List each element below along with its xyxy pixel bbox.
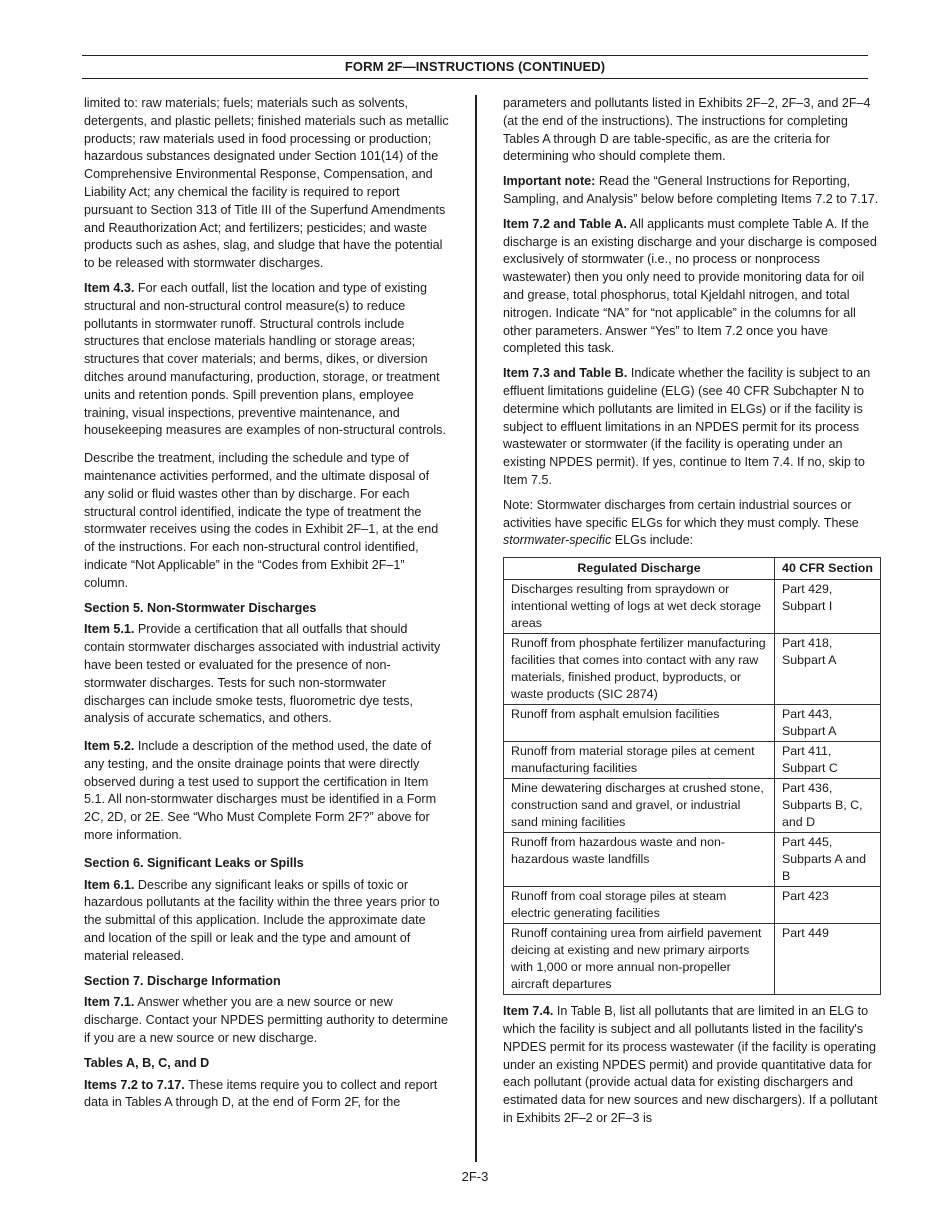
regulated-discharge-cell: Runoff from phosphate fertilizer manufacturing facilities that comes into contact with any raw materials, finished product, byproducts, or waste products (SIC 2874) [504,634,775,705]
items-7-2-to-7-17-text: These items require you to collect and report data in Tables A through D, at the end of Form 2F, for the [84,1077,438,1110]
column-header-cfr-section: 40 CFR Section [775,558,881,580]
elg-table-body [504,580,881,995]
note-text-pre: Note: Stormwater discharges from certain industrial sources or activities have specific ELGs for which they must comply. These [503,497,859,530]
regulated-discharge-cell: Discharges resulting from spraydown or intentional wetting of logs at wet deck storage areas [504,580,775,634]
item-5-1-text: Provide a certification that all outfalls that should contain stormwater discharges associated with industrial activity have been tested or evaluated for the presence of non-stormwater discharges. Tests for such non-stormwater discharges can include smoke tests, fluorometric dye tests, analysis of accurate schematics, and others. [84,622,441,726]
paragraph-describe-treatment: Describe the treatment, including the schedule and type of maintenance activities performed, and the ultimate disposal of any solid or fluid wastes other than by discharge. For each structural control identified, indicate the type of treatment the stormwater receives using the codes in Exhibit 2F–1, at the end of the instructions. For each non-structural control identified, indicate “Not Applicable” in the “Codes from Exhibit 2F–1” column. [84,451,439,590]
important-note-label: Important note: [503,174,596,189]
item-5-2-label: Item 5.2. [84,739,135,754]
item-7-2-text: All applicants must complete Table A. If the discharge is an existing discharge and your discharge is composed exclusively of stormwater (i.e., no process or nonprocess wastewater) then you only need to provide monitoring data for oil and grease, total phosphorus, total Kjeldahl nitrogen, and total nitrogen. Indicate “NA” for “not applicable” in the columns for all other parameters. Answer “Yes” to Item 7.2 once you have completed this task. [503,216,877,356]
item-7-1-text: Answer whether you are a new source or new discharge. Contact your NPDES permitting authority to determine if you are a new source or new discharge. [84,995,448,1046]
cfr-section-cell: Part 411, Subpart C [775,742,881,779]
items-7-2-to-7-17 [84,1077,450,1113]
left-column [84,95,450,1119]
table-row [504,580,881,634]
right-column [503,95,883,1135]
note-text-italic: stormwater-specific [503,533,612,548]
regulated-discharge-cell: Runoff from material storage piles at cement manufacturing facilities [504,742,775,779]
item-6-1-text: Describe any significant leaks or spills of toxic or hazardous pollutants at the facility within the three years prior to the submittal of this application. Include the approximate date and location of the spill or leak and the type and amount of material released. [84,877,440,963]
item-7-4-text: In Table B, list all pollutants that are limited in an ELG to which the facility is subject and all pollutants listed in the facility's NPDES permit for its process wastewater (if the facility is operating under an existing NPDES permit) and provide quantitative data for each pollutant (provide actual data for existing dischargers and estimated data for new sources and new dischargers). If a pollutant in Exhibits 2F–2 or 2F–3 is [503,1004,878,1125]
item-7-1-label: Item 7.1. [84,995,135,1010]
item-7-2 [503,216,883,358]
cfr-section-cell: Part 418, Subpart A [775,634,881,705]
elg-table [503,557,881,995]
form-header [82,55,868,79]
table-row [504,742,881,779]
items-7-2-to-7-17-label: Items 7.2 to 7.17. [84,1077,185,1092]
item-4-3 [84,280,450,440]
important-note-text: Read the “General Instructions for Reporting, Sampling, and Analysis” below before completing Items 7.2 to 7.17. [503,174,879,206]
regulated-discharge-cell: Runoff from coal storage piles at steam electric generating facilities [504,887,775,924]
item-7-4 [503,1003,883,1128]
item-7-3-text: Indicate whether the facility is subject to an effluent limitations guideline (ELG) (see 40 CFR Subchapter N to determine which pollutants are limited in ELGs) or if the facility is subject to effluent limitations in an NPDES permit for its process wastewater or stormwater (if the facility is operating under an existing NPDES permit). If yes, continue to Item 7.4. If no, skip to Item 7.5. [503,366,871,487]
cfr-section-cell: Part 436, Subparts B, C, and D [775,779,881,833]
cfr-section-cell: Part 423 [775,887,881,924]
regulated-discharge-cell: Runoff containing urea from airfield pavement deicing at existing and new primary airports with 1,000 or more annual non-propeller aircraft departures [504,924,775,995]
item-4-3-label: Item 4.3. [84,280,135,295]
note-text-post: ELGs include: [611,533,694,548]
item-5-2 [84,738,450,845]
cfr-section-cell: Part 429, Subpart I [775,580,881,634]
tables-heading: Tables A, B, C, and D [84,1055,210,1070]
item-4-3-text: For each outfall, list the location and type of existing structural and non-structural control measure(s) to reduce pollutants in stormwater runoff. Structural controls include structures that enclose materials handling or storage areas; structures that cover materials; and berms, dikes, or diversion ditches around manufacturing, production, storage, or treatment units and retention ponds. Spill prevention plans, employee training, visual inspections, preventive maintenance, and housekeeping measures are examples of non-structural controls. [84,280,446,438]
cfr-section-cell: Part 445, Subparts A and B [775,833,881,887]
item-5-1 [84,621,450,728]
item-7-2-label: Item 7.2 and Table A. [503,216,627,231]
item-7-3-label: Item 7.3 and Table B. [503,366,628,381]
regulated-discharge-cell: Runoff from hazardous waste and non-hazardous waste landfills [504,833,775,887]
column-divider [475,95,477,1162]
item-6-1 [84,877,450,966]
item-5-1-label: Item 5.1. [84,622,135,637]
section-7-heading: Section 7. Discharge Information [84,973,281,988]
note-stormwater-elgs [503,497,883,550]
column-header-regulated-discharge: Regulated Discharge [504,558,775,580]
item-7-1 [84,994,450,1047]
table-row [504,887,881,924]
page-number: 2F-3 [461,1169,489,1184]
section-6-heading: Section 6. Significant Leaks or Spills [84,855,304,870]
paragraph-materials: limited to: raw materials; fuels; materials such as solvents, detergents, and plastic pellets; finished materials such as metallic products; raw materials used in food processing or production; hazardous substances designated under Section 101(14) of the Comprehensive Environmental Response, Compensation, and Liability Act; any chemical the facility is required to report pursuant to Section 313 of Title III of the Superfund Amendments and Reauthorization Act; and fertilizers; pesticides; and waste products such as ashes, slag, and sludge that have the potential to be released with stormwater discharges. [84,96,449,271]
table-header-row [504,558,881,580]
item-7-4-label: Item 7.4. [503,1004,554,1019]
important-note [503,173,883,209]
cfr-section-cell: Part 449 [775,924,881,995]
table-row [504,634,881,705]
paragraph-parameters: parameters and pollutants listed in Exhibits 2F–2, 2F–3, and 2F–4 (at the end of the instructions). The instructions for completing Tables A through D are table-specific, as are the criteria for determining who should complete them. [503,96,871,164]
item-7-3 [503,365,883,490]
header-title: FORM 2F—INSTRUCTIONS (CONTINUED) [344,59,606,74]
table-row [504,833,881,887]
item-5-2-text: Include a description of the method used, the date of any testing, and the onsite drainage points that were directly observed during a test used to support the certification in Item 5.1. All non-stormwater discharges must be identified in a Form 2C, 2D, or 2E. See “Who Must Complete Form 2F?” above for more information. [84,739,437,843]
section-5-heading: Section 5. Non-Stormwater Discharges [84,600,317,615]
table-row [504,705,881,742]
regulated-discharge-cell: Mine dewatering discharges at crushed stone, construction sand and gravel, or industrial sand mining facilities [504,779,775,833]
regulated-discharge-cell: Runoff from asphalt emulsion facilities [504,705,775,742]
cfr-section-cell: Part 443, Subpart A [775,705,881,742]
table-row [504,924,881,995]
item-6-1-label: Item 6.1. [84,877,135,892]
table-row [504,779,881,833]
